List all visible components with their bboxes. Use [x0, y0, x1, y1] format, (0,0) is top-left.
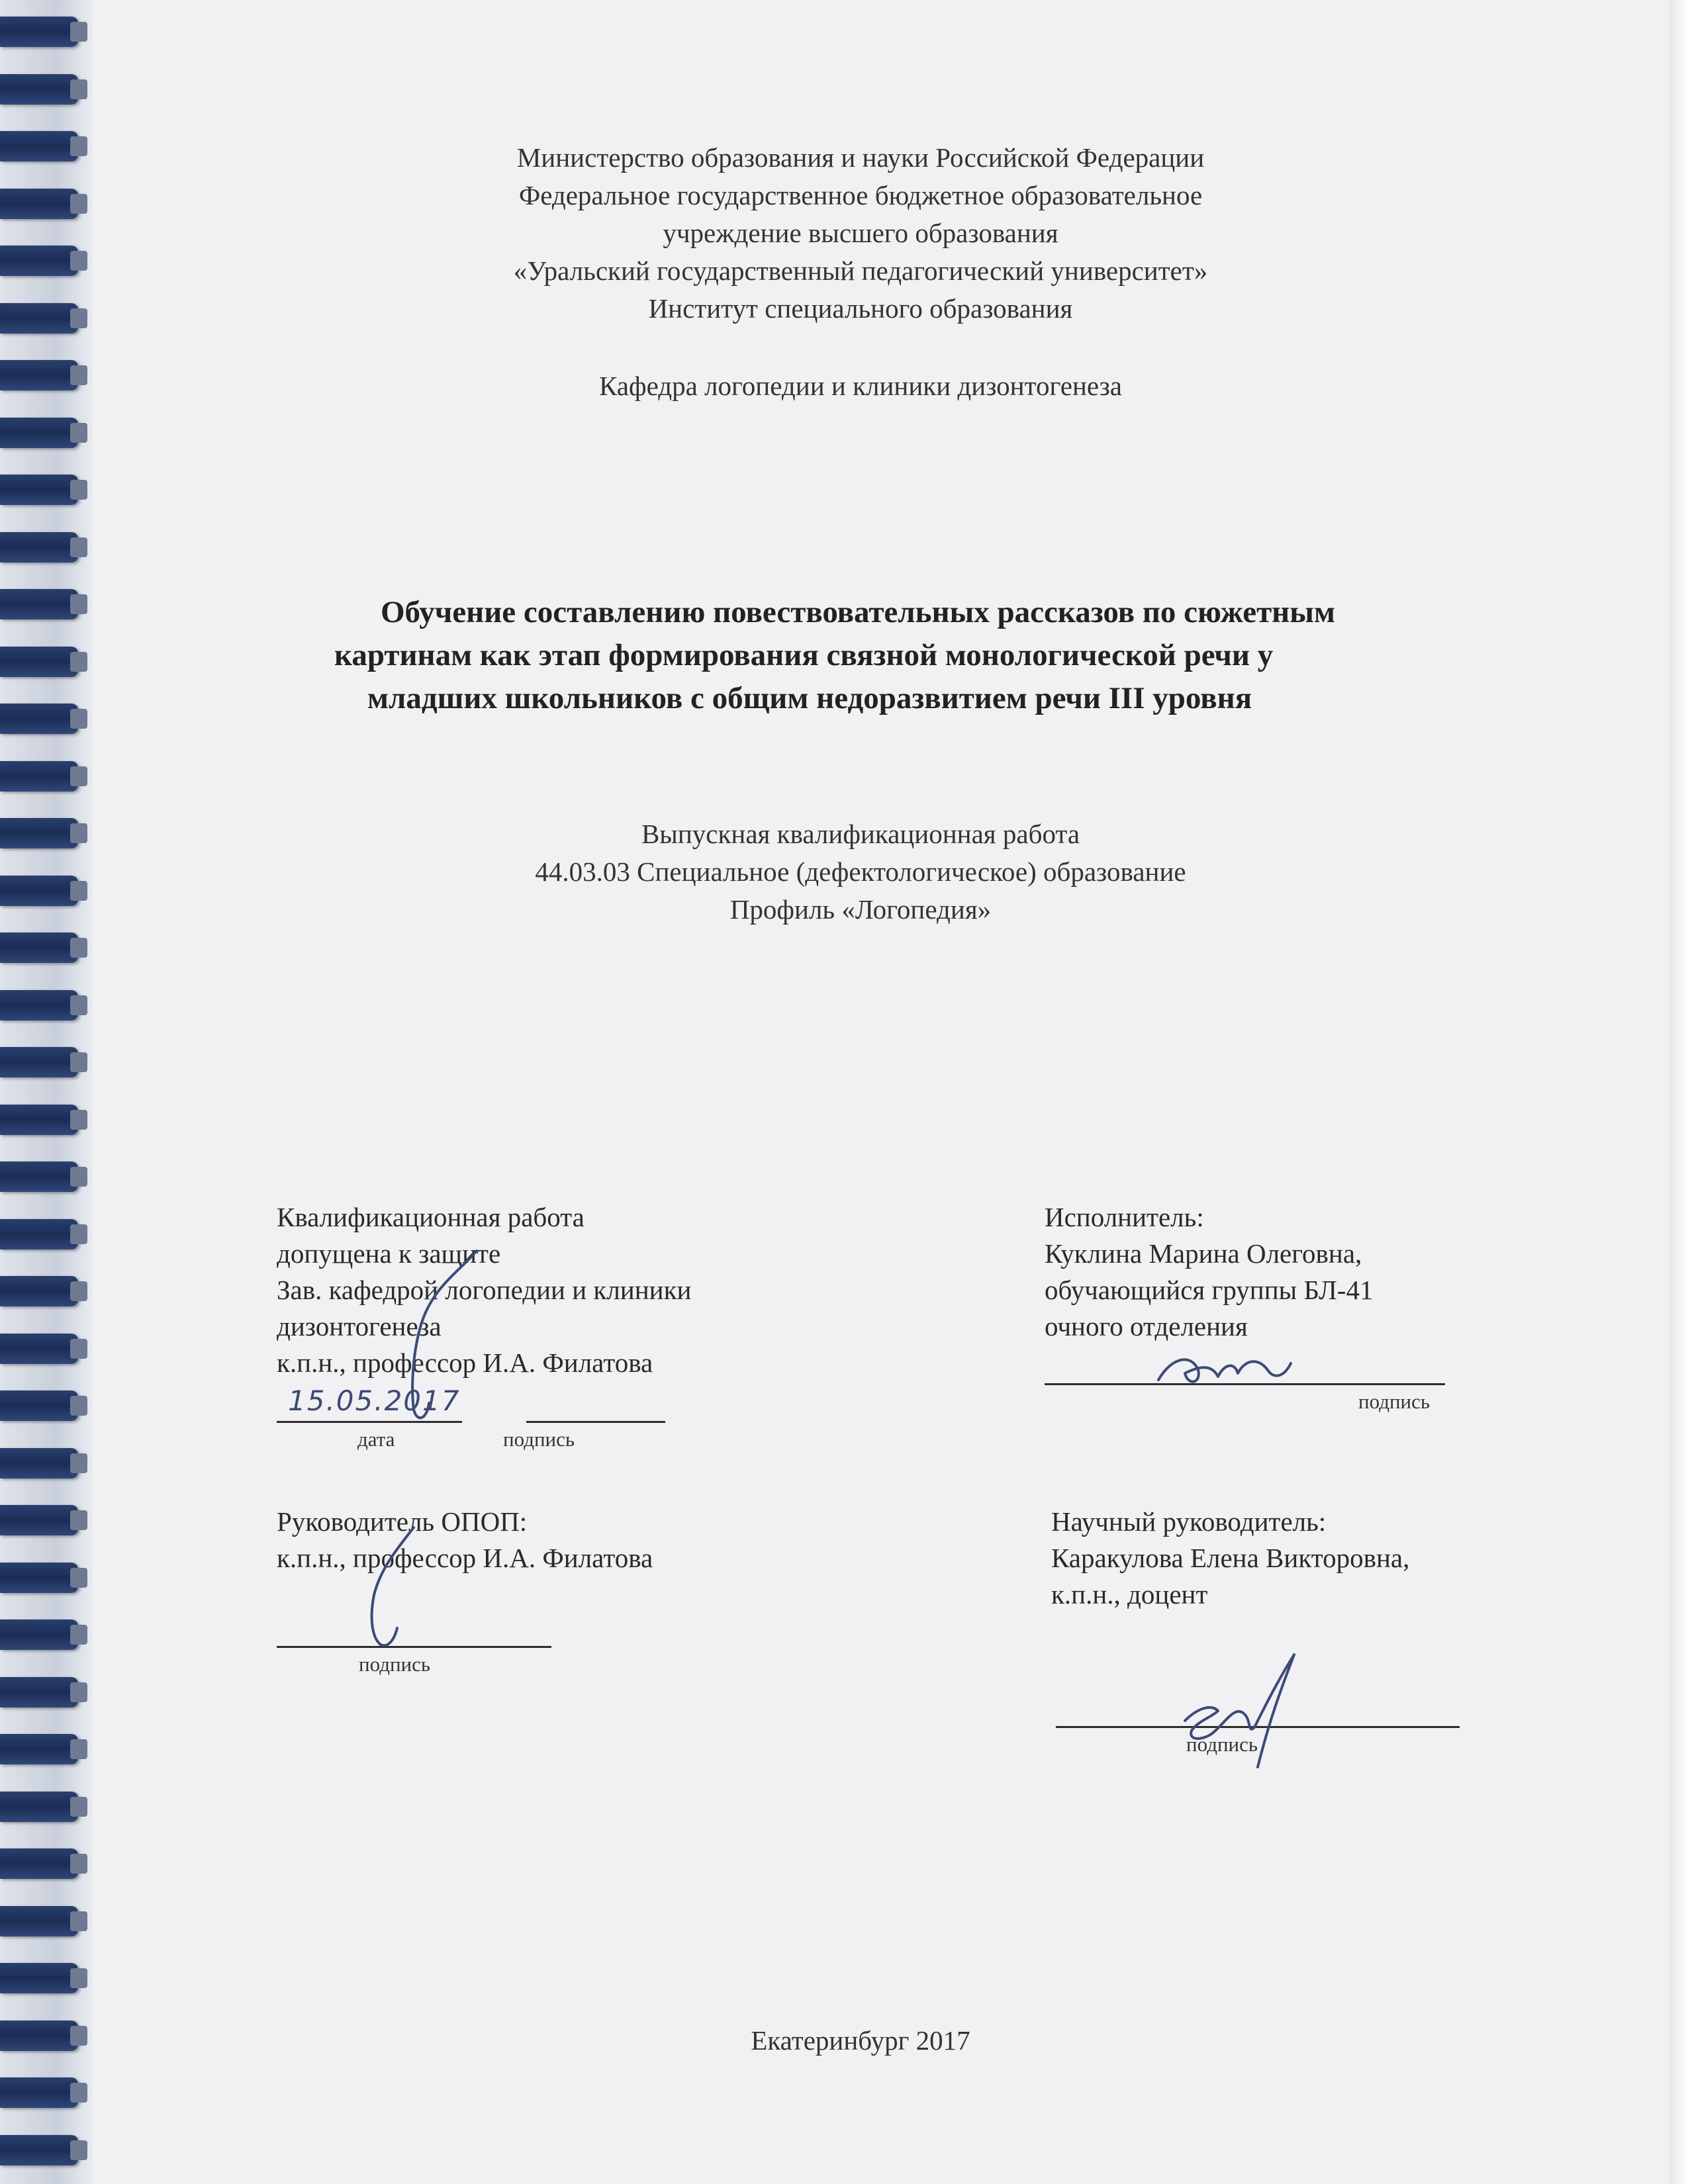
title-line-1: Обучение составлению повествовательных рассказов по сюжетным	[381, 595, 1335, 629]
executor-signature	[1152, 1343, 1297, 1396]
work-profile: Профиль «Логопедия»	[729, 894, 992, 925]
executor-line-4: очного отделения	[1045, 1311, 1248, 1342]
executor-line-2: Куклина Марина Олеговна,	[1045, 1238, 1362, 1269]
executor-line-3: обучающийся группы БЛ-41	[1045, 1275, 1374, 1305]
header-line-university: «Уральский государственный педагогический университет»	[513, 255, 1208, 286]
title-line-2: картинам как этап формирования связной монологической речи у	[334, 638, 1274, 672]
header-line-federal: Федеральное государственное бюджетное образовательное	[518, 180, 1203, 210]
title-line-3: младших школьников с общим недоразвитием речи III уровня	[367, 681, 1252, 715]
department-name: Кафедра логопедии и клиники дизонтогенеза	[599, 371, 1122, 401]
city-year: Екатеринбург 2017	[751, 2025, 970, 2056]
header-line-ministry: Министерство образования и науки Российской Федерации	[516, 142, 1205, 173]
program-head-signature-caption: подпись	[359, 1653, 431, 1676]
supervisor-line-3: к.п.н., доцент	[1051, 1579, 1208, 1610]
program-head-line-2: к.п.н., профессор И.А. Филатова	[277, 1543, 653, 1573]
date-caption: дата	[357, 1428, 395, 1451]
admission-date-handwritten: 15.05.2017	[288, 1385, 461, 1417]
supervisor-line-2: Каракулова Елена Викторовна,	[1051, 1543, 1410, 1573]
program-head-signature	[357, 1522, 437, 1655]
supervisor-signature	[1172, 1641, 1311, 1774]
executor-line-1: Исполнитель:	[1045, 1202, 1204, 1232]
work-specialty: 44.03.03 Специальное (дефектологическое) образование	[535, 856, 1186, 887]
admission-signature-caption: подпись	[503, 1428, 575, 1451]
header-line-institute: Институт специального образования	[648, 293, 1073, 324]
admission-line-4: дизонтогенеза	[277, 1311, 442, 1342]
admission-line-3: Зав. кафедрой логопедии и клиники	[277, 1275, 692, 1305]
admission-line-5: к.п.н., профессор И.А. Филатова	[277, 1347, 653, 1378]
work-type: Выпускная квалификационная работа	[641, 819, 1080, 849]
header-line-institution-type: учреждение высшего образования	[663, 218, 1058, 248]
supervisor-signature-caption: подпись	[1186, 1733, 1258, 1756]
program-head-line-1: Руководитель ОПОП:	[277, 1506, 528, 1537]
admission-signature-line	[526, 1421, 665, 1423]
admission-signature	[397, 1244, 490, 1430]
admission-line-1: Квалификационная работа	[277, 1202, 585, 1232]
admission-line-2: допущена к защите	[277, 1238, 501, 1269]
executor-signature-caption: подпись	[1358, 1390, 1430, 1413]
supervisor-line-1: Научный руководитель:	[1051, 1506, 1327, 1537]
